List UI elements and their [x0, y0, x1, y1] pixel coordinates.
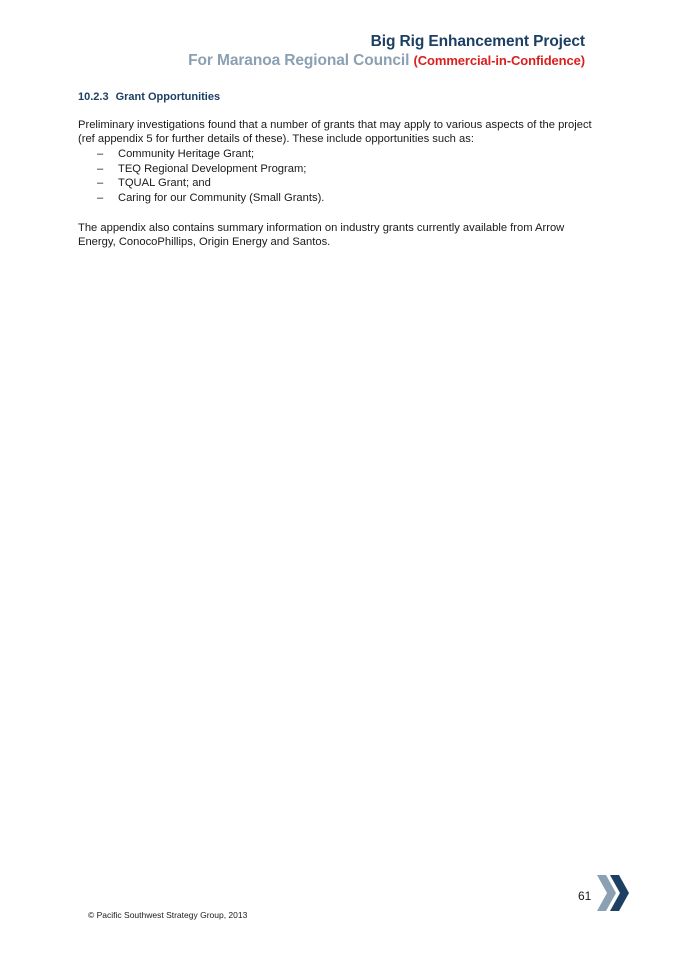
- list-item: [78, 162, 598, 177]
- dash-marker: –: [97, 148, 104, 160]
- section-number: 10.2.3: [78, 91, 109, 103]
- closing-paragraph: The appendix also contains summary information on industry grants currently available from Arrow Energy, ConocoPhillips, Origin Energy and Santos.: [78, 222, 565, 248]
- section-heading: [78, 90, 598, 104]
- copyright-footer: © Pacific Southwest Strategy Group, 2013: [88, 910, 248, 920]
- client-name: For Maranoa Regional Council: [188, 52, 410, 69]
- dash-marker: –: [97, 177, 104, 189]
- list-item: [78, 191, 598, 206]
- grant-list: [78, 147, 598, 205]
- page-number: 61: [578, 889, 592, 903]
- double-chevron-right-icon: [595, 873, 631, 913]
- list-item-text: Caring for our Community (Small Grants).: [118, 191, 325, 204]
- confidentiality-notice: (Commercial-in-Confidence): [413, 53, 585, 68]
- list-item-text: Community Heritage Grant;: [118, 148, 255, 160]
- list-item: [78, 147, 598, 162]
- main-content: [78, 90, 598, 249]
- confidentiality-label: Commercial-in-Confidence: [417, 53, 581, 68]
- intro-paragraph: Preliminary investigations found that a number of grants that may apply to various aspects of the project (ref appendix 5 for further details of these). These include opportunities such as:: [78, 119, 592, 145]
- page-header: [188, 32, 585, 71]
- section-title: Grant Opportunities: [115, 91, 221, 103]
- dash-marker: –: [97, 162, 104, 175]
- list-item-text: TEQ Regional Development Program;: [118, 162, 307, 175]
- document-subtitle: [188, 51, 585, 71]
- list-item: [78, 176, 598, 191]
- list-item-text: TQUAL Grant; and: [118, 177, 211, 189]
- document-title: Big Rig Enhancement Project: [370, 33, 585, 50]
- dash-marker: –: [97, 191, 104, 204]
